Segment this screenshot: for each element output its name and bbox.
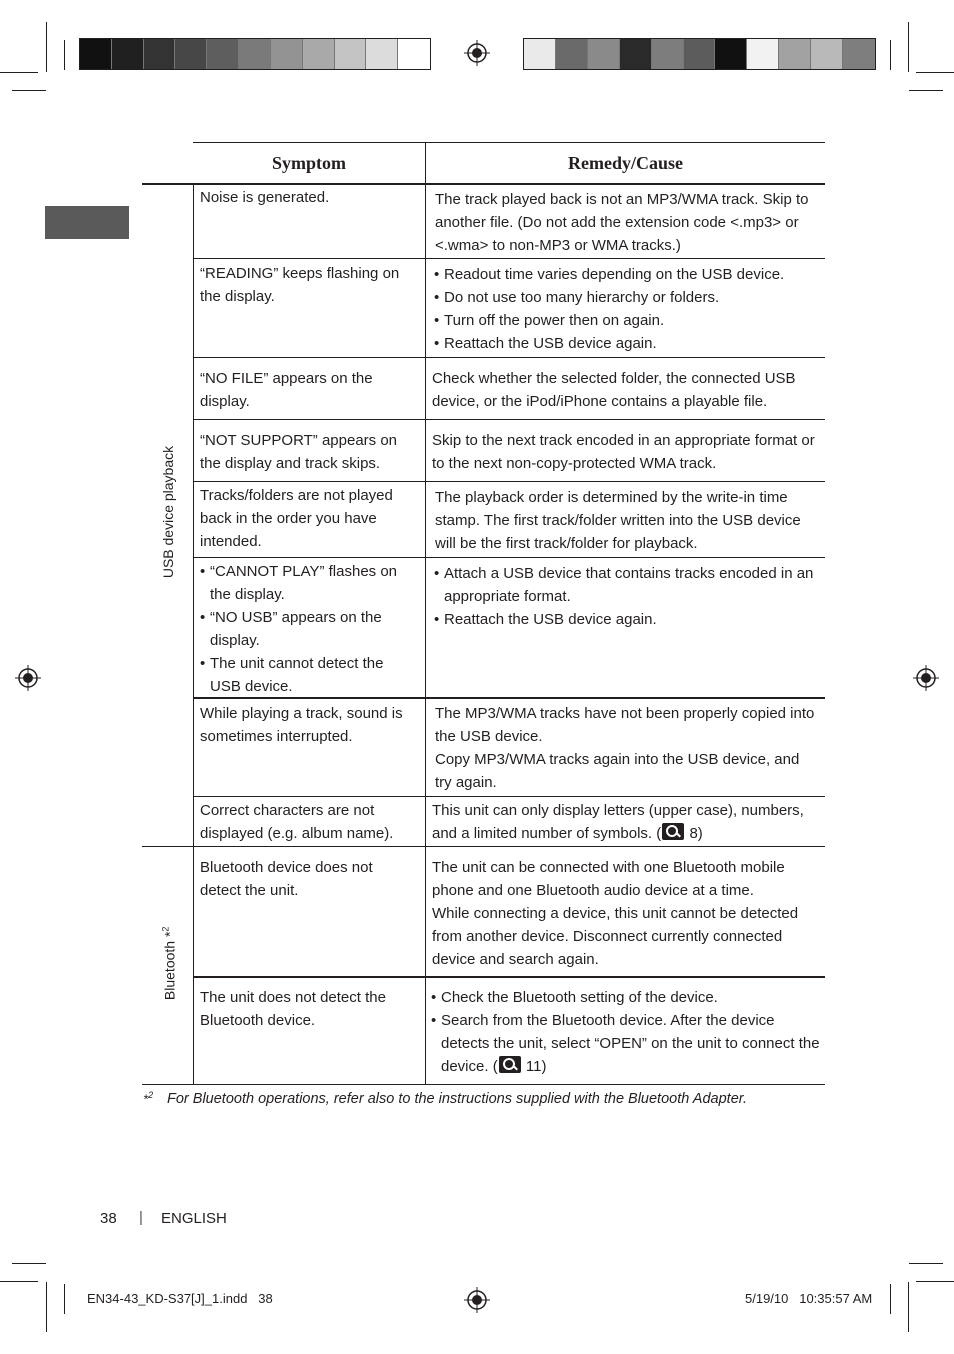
crop-mark [916, 72, 954, 73]
group-label-usb-device-playback: USB device playback [160, 445, 176, 579]
remedy-cell [432, 856, 822, 971]
calibration-swatch [524, 39, 556, 69]
crop-mark [64, 1284, 65, 1314]
row-rule [193, 976, 825, 978]
symptom-cell: Correct characters are not displayed (e.g. album name). [200, 802, 394, 842]
remedy-line: While connecting a device, this unit cannot be detected from another device. Disconnect currently connected device and search again. [432, 905, 799, 968]
symptom-cell [200, 560, 415, 698]
remedy-cell [431, 986, 823, 1078]
calibration-swatch [366, 39, 398, 69]
calibration-swatch [556, 39, 588, 69]
crop-mark [890, 1284, 891, 1314]
remedy-line: The MP3/WMA tracks have not been properly copied into the USB device. [435, 705, 815, 745]
row-rule [193, 481, 825, 482]
group-rule [142, 846, 825, 847]
crop-mark [12, 1263, 46, 1264]
list-item: • The unit cannot detect the USB device. [200, 652, 415, 698]
crop-mark [916, 1281, 954, 1282]
remedy-cell: The track played back is not an MP3/WMA track. Skip to another file. (Do not add the extension code <.mp3> or <.wma> to non-MP3 or WMA tracks.) [435, 191, 809, 254]
calibration-swatch [271, 39, 303, 69]
symptom-cell: The unit does not detect the Bluetooth device. [200, 989, 386, 1029]
calibration-swatch [144, 39, 176, 69]
calibration-swatch [779, 39, 811, 69]
crop-mark [908, 22, 909, 72]
row-rule [193, 357, 825, 358]
calibration-swatch [335, 39, 367, 69]
color-calibration-bar-left [79, 38, 431, 70]
registration-mark-icon [15, 665, 41, 691]
crop-mark [908, 1282, 909, 1332]
remedy-cell: This unit can only display letters (upper case), numbers, and a limited number of symbols. ( 8) [432, 802, 804, 842]
color-calibration-bar-right [523, 38, 876, 70]
remedy-cell [435, 702, 820, 794]
calibration-swatch [588, 39, 620, 69]
header-remedy-cause: Remedy/Cause [568, 152, 683, 173]
symptom-cell: While playing a track, sound is sometimes interrupted. [200, 705, 403, 745]
crop-mark [909, 90, 943, 91]
row-rule [193, 419, 825, 420]
calibration-swatch [715, 39, 747, 69]
slug-datetime: 5/19/10 10:35:57 AM [745, 1291, 873, 1306]
calibration-swatch [398, 39, 430, 69]
row-rule [193, 258, 825, 259]
calibration-swatch [747, 39, 779, 69]
list-item: • “NO USB” appears on the display. [200, 606, 415, 652]
calibration-swatch [843, 39, 875, 69]
calibration-swatch [175, 39, 207, 69]
footer-separator: | [139, 1209, 143, 1226]
remedy-cell: Skip to the next track encoded in an appropriate format or to the next non-copy-protected WMA track. [432, 432, 815, 472]
calibration-swatch [80, 39, 112, 69]
list-item: • Search from the Bluetooth device. After the device detects the unit, select “OPEN” on the unit to connect the device. ( 11) [431, 1009, 823, 1078]
list-item: • Turn off the power then on again. [434, 309, 824, 332]
list-item: • Check the Bluetooth setting of the device. [431, 986, 823, 1009]
footnote-mark: *$^2$ [143, 1090, 154, 1107]
symptom-cell: Tracks/folders are not played back in the order you have intended. [200, 487, 393, 550]
list-item: • “CANNOT PLAY” flashes on the display. [200, 560, 415, 606]
symptom-cell: “NOT SUPPORT” appears on the display and track skips. [200, 432, 398, 472]
list-item: • Attach a USB device that contains tracks encoded in an appropriate format. [434, 562, 819, 608]
footer-language: ENGLISH [161, 1210, 227, 1227]
crop-mark [0, 1281, 38, 1282]
remedy-cell [434, 562, 819, 631]
crop-mark [0, 72, 38, 73]
crop-mark [12, 90, 46, 91]
crop-mark [890, 40, 891, 70]
calibration-swatch [239, 39, 271, 69]
calibration-swatch [652, 39, 684, 69]
crop-mark [46, 22, 47, 72]
remedy-line: Copy MP3/WMA tracks again into the USB device, and try again. [435, 751, 800, 791]
remedy-cell: The playback order is determined by the write-in time stamp. The first track/folder written into the USB device will be the first track/folder for playback. [435, 489, 801, 552]
registration-mark-icon [913, 665, 939, 691]
symptom-cell: “NO FILE” appears on the display. [200, 370, 373, 410]
calibration-swatch [303, 39, 335, 69]
remedy-cell: Check whether the selected folder, the connected USB device, or the iPod/iPhone contains a playable file. [432, 370, 796, 410]
slug-file-name: EN34-43_KD-S37[J]_1.indd 38 [87, 1291, 273, 1306]
magnifier-reference-icon [662, 823, 684, 840]
calibration-swatch [112, 39, 144, 69]
table-column-divider [425, 142, 426, 1084]
registration-mark-icon [464, 1287, 490, 1313]
group-label-bluetooth: Bluetooth *$^2$ [160, 926, 178, 1001]
calibration-swatch [811, 39, 843, 69]
symptom-cell: Bluetooth device does not detect the unit. [200, 859, 373, 899]
crop-mark [64, 40, 65, 70]
symptom-cell: “READING” keeps flashing on the display. [200, 265, 400, 305]
symptom-cell: Noise is generated. [200, 189, 330, 206]
crop-mark [909, 1263, 943, 1264]
row-rule [193, 796, 825, 797]
calibration-swatch [684, 39, 716, 69]
list-item: • Reattach the USB device again. [434, 608, 819, 631]
calibration-swatch [207, 39, 239, 69]
calibration-swatch [620, 39, 652, 69]
remedy-cell [434, 263, 824, 355]
list-item: • Do not use too many hierarchy or folders. [434, 286, 824, 309]
row-rule [193, 557, 825, 558]
section-tab-marker [45, 206, 129, 239]
table-bottom-rule [142, 1084, 825, 1085]
registration-mark-icon [464, 40, 490, 66]
list-item: • Readout time varies depending on the USB device. [434, 263, 824, 286]
page-number: 38 [100, 1210, 117, 1227]
magnifier-reference-icon [499, 1056, 521, 1073]
remedy-line: The unit can be connected with one Bluetooth mobile phone and one Bluetooth audio device at a time. [432, 859, 785, 899]
footnote-text: For Bluetooth operations, refer also to the instructions supplied with the Bluetooth Adapter. [167, 1091, 748, 1107]
crop-mark [46, 1282, 47, 1332]
list-item: • Reattach the USB device again. [434, 332, 824, 355]
header-symptom: Symptom [271, 152, 346, 173]
table-group-divider [193, 183, 194, 1084]
